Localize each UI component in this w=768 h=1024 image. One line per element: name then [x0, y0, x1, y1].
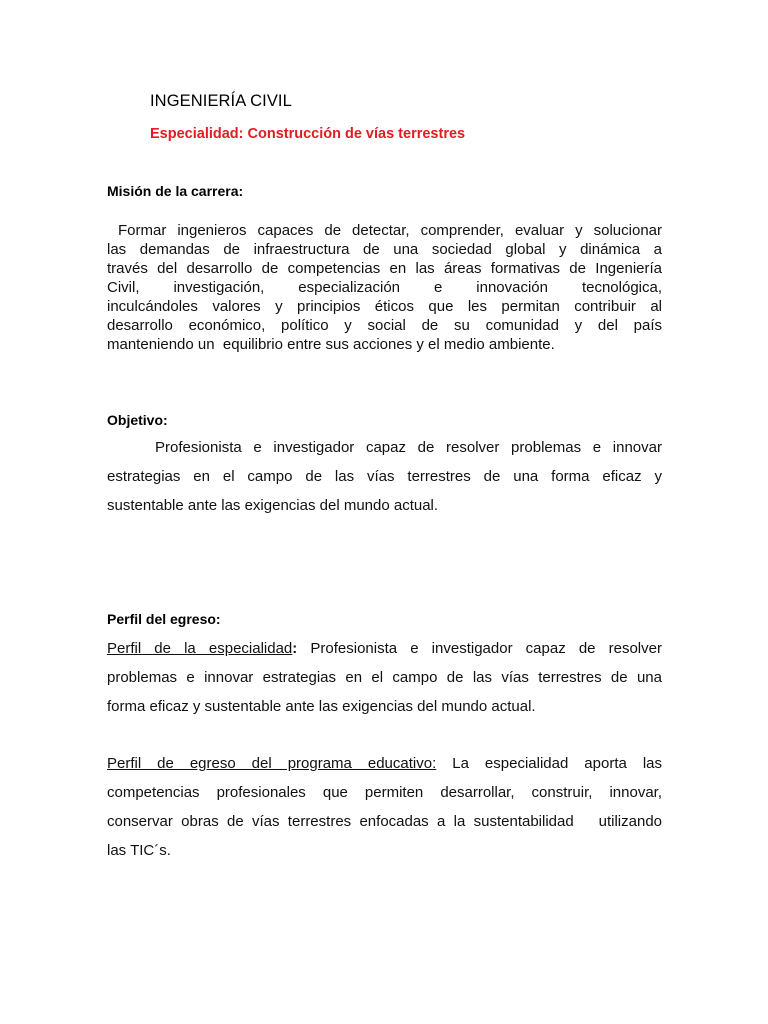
objetivo-line: Profesionista e investigador capaz de resolver problemas e innovar	[155, 439, 662, 456]
perfil-programa-line: competencias profesionales que permiten desarrollar, construir, innovar,	[107, 784, 662, 801]
perfil-programa-text: La especialidad aporta las	[436, 755, 662, 772]
perfil-programa-label: Perfil de egreso del programa educativo:	[107, 755, 437, 772]
perfil-especialidad-paragraph	[107, 634, 662, 721]
mision-line: las demandas de infraestructura de una sociedad global y dinámica a	[107, 241, 662, 258]
perfil-programa-line: las TIC´s.	[107, 842, 171, 859]
perfil-heading: Perfil del egreso:	[107, 611, 221, 627]
objetivo-paragraph	[107, 433, 662, 520]
objetivo-line: sustentable ante las exigencias del mundo actual.	[107, 497, 439, 514]
mision-line: desarrollo económico, político y social de su comunidad y del país	[107, 317, 662, 334]
perfil-especialidad-label: Perfil de la especialidad	[107, 640, 293, 657]
perfil-programa-line: conservar obras de vías terrestres enfocadas a la sustentabilidad utilizando	[107, 813, 662, 830]
perfil-especialidad-line: forma eficaz y sustentable ante las exigencias del mundo actual.	[107, 698, 536, 715]
perfil-especialidad-line: problemas e innovar estrategias en el campo de las vías terrestres de una	[107, 669, 662, 686]
objetivo-line: estrategias en el campo de las vías terrestres de una forma eficaz y	[107, 468, 662, 485]
mision-paragraph	[107, 221, 662, 354]
perfil-especialidad-text: Profesionista e investigador capaz de resolver	[297, 640, 662, 657]
perfil-especialidad-colon: :	[292, 640, 298, 657]
perfil-especialidad-first-line	[107, 634, 662, 663]
document-title: INGENIERÍA CIVIL	[150, 92, 292, 110]
objetivo-heading: Objetivo:	[107, 412, 168, 428]
mision-heading: Misión de la carrera:	[107, 183, 244, 199]
mision-line: Formar ingenieros capaces de detectar, comprender, evaluar y solucionar	[107, 222, 662, 239]
perfil-programa-paragraph	[107, 749, 662, 865]
mision-line: inculcándoles valores y principios éticos que les permitan contribuir al	[107, 298, 662, 315]
mision-line: Civil, investigación, especialización e innovación tecnológica,	[107, 279, 662, 296]
document-subtitle: Especialidad: Construcción de vías terrestres	[150, 126, 466, 142]
mision-line: manteniendo un equilibrio entre sus acciones y el medio ambiente.	[107, 336, 555, 353]
perfil-programa-first-line	[107, 749, 662, 778]
mision-line: través del desarrollo de competencias en las áreas formativas de Ingeniería	[107, 260, 662, 277]
